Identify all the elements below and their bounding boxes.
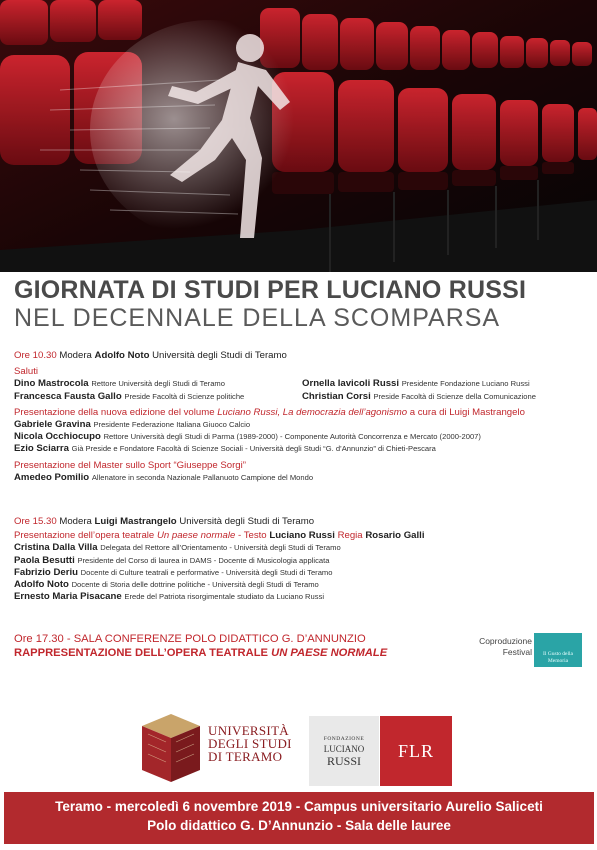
foundation-logo: FONDAZIONE LUCIANO RUSSI [309,716,379,786]
saluti-item: Ornella Iavicoli Russi Presidente Fondazione Luciano Russi [302,378,530,390]
speaker-row: Paola Besutti Presidente del Corso di laurea in DAMS - Docente di Musicologia applicata [14,554,330,566]
page-subtitle: NEL DECENNALE DELLA SCOMPARSA [14,304,501,332]
speaker-row: Amedeo Pomilio Allenatore in seconda Nazionale Pallanuoto Campione del Mondo [14,471,314,483]
volume-presentation-heading: Presentazione della nuova edizione del volume Luciano Russi, La democrazia dell’agonismo a cura di Luigi Mastrangelo [14,406,525,418]
volume-title: Luciano Russi, La democrazia dell’agonismo [217,406,408,418]
afternoon-time: Ore 15.30 [14,516,57,527]
evening-venue: Ore 17.30 - SALA CONFERENZE POLO DIDATTICO G. D’ANNUNZIO [14,633,366,645]
hero-image-theatre-seats [0,0,597,272]
university-name-line: DEGLI STUDI [208,736,292,751]
speaker-row: Ezio Sciarra Già Preside e Fondatore Facoltà di Scienze Sociali - Università degli Studi “G. d’Annunzio” di Chieti-Pescara [14,443,436,455]
page-title: GIORNATA DI STUDI PER LUCIANO RUSSI [14,276,527,304]
saluti-item: Francesca Fausta Gallo Preside Facoltà di Scienze politiche [14,390,245,402]
afternoon-header [14,516,589,528]
university-name-line: UNIVERSITÀ [208,723,289,738]
saluti-item: Christian Corsi Preside Facoltà di Scienze della Comunicazione [302,390,536,402]
morning-header [14,350,589,362]
morning-moderator: Adolfo Noto [94,350,150,361]
coproduction-label: Coproduzione Festival [479,636,532,657]
afternoon-modera-label: Modera [59,516,92,527]
footer-date-location: Teramo - mercoledì 6 novembre 2019 - Campus universitario Aurelio Saliceti [55,799,543,814]
opera-presentation-heading: Presentazione dell’opera teatrale Un paese normale - Testo Luciano Russi Regia Rosario Galli [14,530,425,542]
speaker-row: Nicola Occhiocupo Rettore Università degli Studi di Parma (1989-2000) - Componente Autorità Concorrenza e Mercato (2000-2007) [14,431,481,443]
flr-logo: FLR [380,716,452,786]
footer-venue: Polo didattico G. D’Annunzio - Sala delle lauree [147,818,451,833]
evening-session [14,632,464,660]
evening-performance: RAPPRESENTAZIONE DELL’OPERA TEATRALE UN PAESE NORMALE [14,647,388,659]
university-logo [140,712,300,786]
speaker-row: Gabriele Gravina Presidente Federazione Italiana Giuoco Calcio [14,419,251,430]
theatre-seats-illustration [0,0,597,272]
speaker-row: Ernesto Maria Pisacane Erede del Patriota risorgimentale studiato da Luciano Russi [14,591,325,603]
afternoon-session [14,516,589,603]
footer-banner [4,792,594,844]
morning-session [14,350,589,484]
saluti-item: Dino Mastrocola Rettore Università degli Studi di Teramo [14,378,225,390]
speaker-row: Fabrizio Deriu Docente di Culture teatrali e performative - Università degli Studi di Teramo [14,566,333,578]
morning-modera-label: Modera [59,350,92,361]
university-cube-icon [140,712,202,784]
saluti-list [14,378,589,402]
title-block [14,276,589,332]
afternoon-moderator: Luigi Mastrangelo [94,516,177,527]
festival-logo: Il Gusto della Memoria [534,633,582,667]
speaker-row: Adolfo Noto Docente di Storia delle dottrine politiche - Università degli Studi di Teramo [14,579,319,591]
speaker-row: Cristina Dalla Villa Delegata del Rettore all’Orientamento - Università degli Studi di Teramo [14,542,341,554]
afternoon-moderator-aff: Università degli Studi di Teramo [179,516,315,527]
university-name-line: DI TERAMO [208,749,283,764]
master-presentation-heading: Presentazione del Master sullo Sport “Giuseppe Sorgi” [14,459,246,471]
morning-time: Ore 10.30 [14,350,57,361]
morning-moderator-aff: Università degli Studi di Teramo [152,350,287,361]
saluti-label: Saluti [14,366,38,378]
